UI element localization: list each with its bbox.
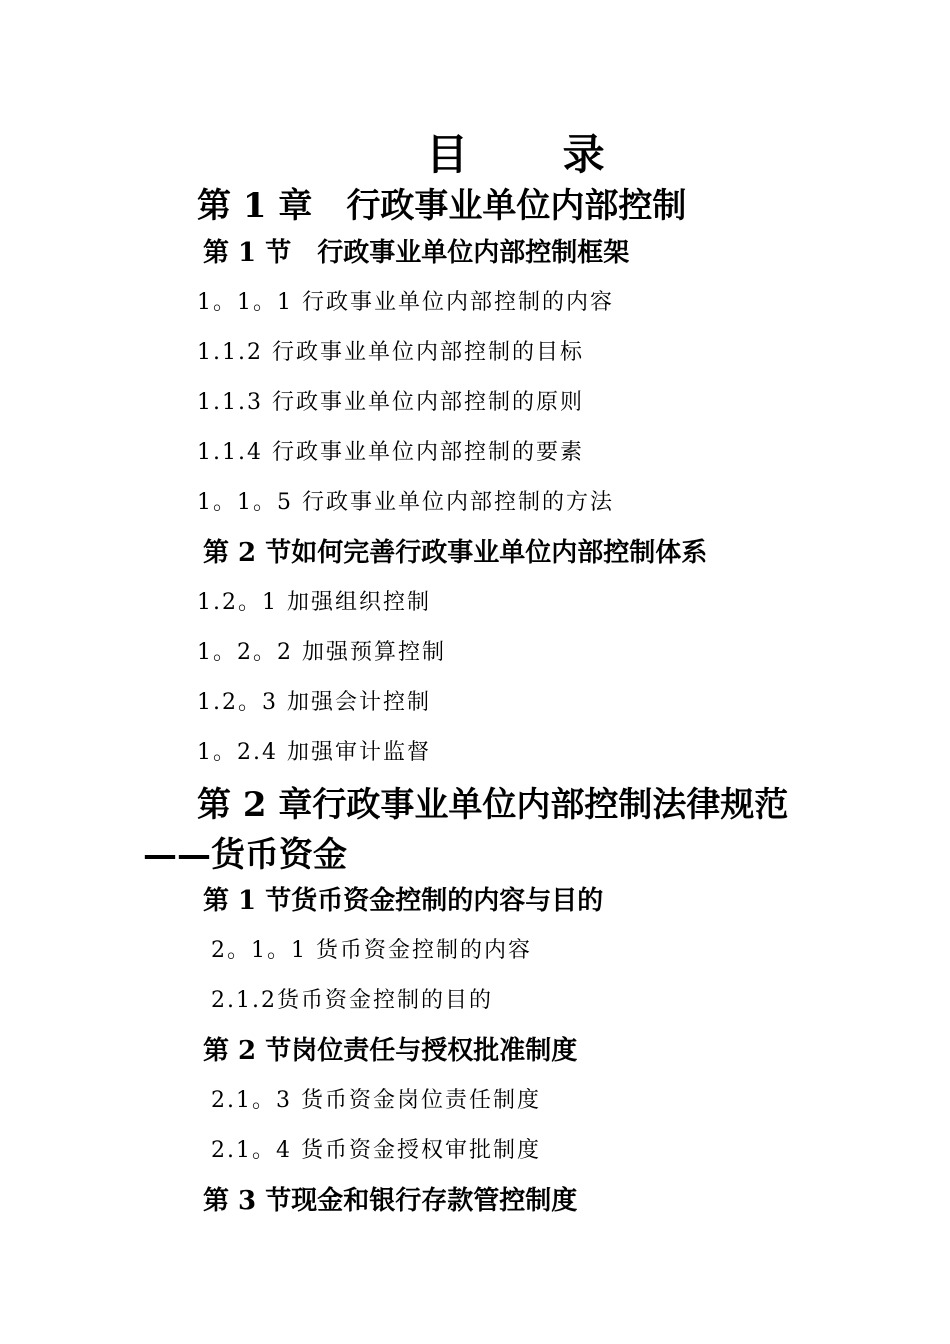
toc-entry: 2.1.2货币资金控制的目的 — [211, 988, 493, 1013]
chapter-1-section-2-heading: 第 2 节如何完善行政事业单位内部控制体系 — [203, 538, 708, 568]
toc-entry: 1.1.3 行政事业单位内部控制的原则 — [197, 390, 584, 415]
toc-entry: 1.2。3 加强会计控制 — [197, 690, 431, 715]
toc-title: 目 录 — [426, 130, 605, 179]
toc-entry: 1。2.4 加强审计监督 — [197, 740, 431, 765]
chapter-1-section-1-heading: 第 1 节 行政事业单位内部控制框架 — [203, 238, 630, 268]
toc-entry: 2.1。3 货币资金岗位责任制度 — [211, 1088, 541, 1113]
toc-entry: 1。1。1 行政事业单位内部控制的内容 — [197, 290, 614, 315]
chapter-2-section-2-heading: 第 2 节岗位责任与授权批准制度 — [203, 1036, 578, 1066]
toc-entry: 1。1。5 行政事业单位内部控制的方法 — [197, 490, 614, 515]
toc-entry: 1。2。2 加强预算控制 — [197, 640, 446, 665]
chapter-2-heading-line-2: ——货币资金 — [143, 835, 347, 875]
toc-entry: 1.1.4 行政事业单位内部控制的要素 — [197, 440, 584, 465]
chapter-2-section-1-heading: 第 1 节货币资金控制的内容与目的 — [203, 886, 604, 916]
toc-entry: 1.1.2 行政事业单位内部控制的目标 — [197, 340, 584, 365]
toc-entry: 2。1。1 货币资金控制的内容 — [211, 938, 532, 963]
toc-entry: 1.2。1 加强组织控制 — [197, 590, 431, 615]
chapter-2-heading-line-1: 第 2 章行政事业单位内部控制法律规范 — [197, 785, 789, 825]
chapter-2-section-3-heading: 第 3 节现金和银行存款管控制度 — [203, 1186, 578, 1216]
toc-entry: 2.1。4 货币资金授权审批制度 — [211, 1138, 541, 1163]
chapter-1-heading: 第 1 章 行政事业单位内部控制 — [197, 186, 687, 226]
